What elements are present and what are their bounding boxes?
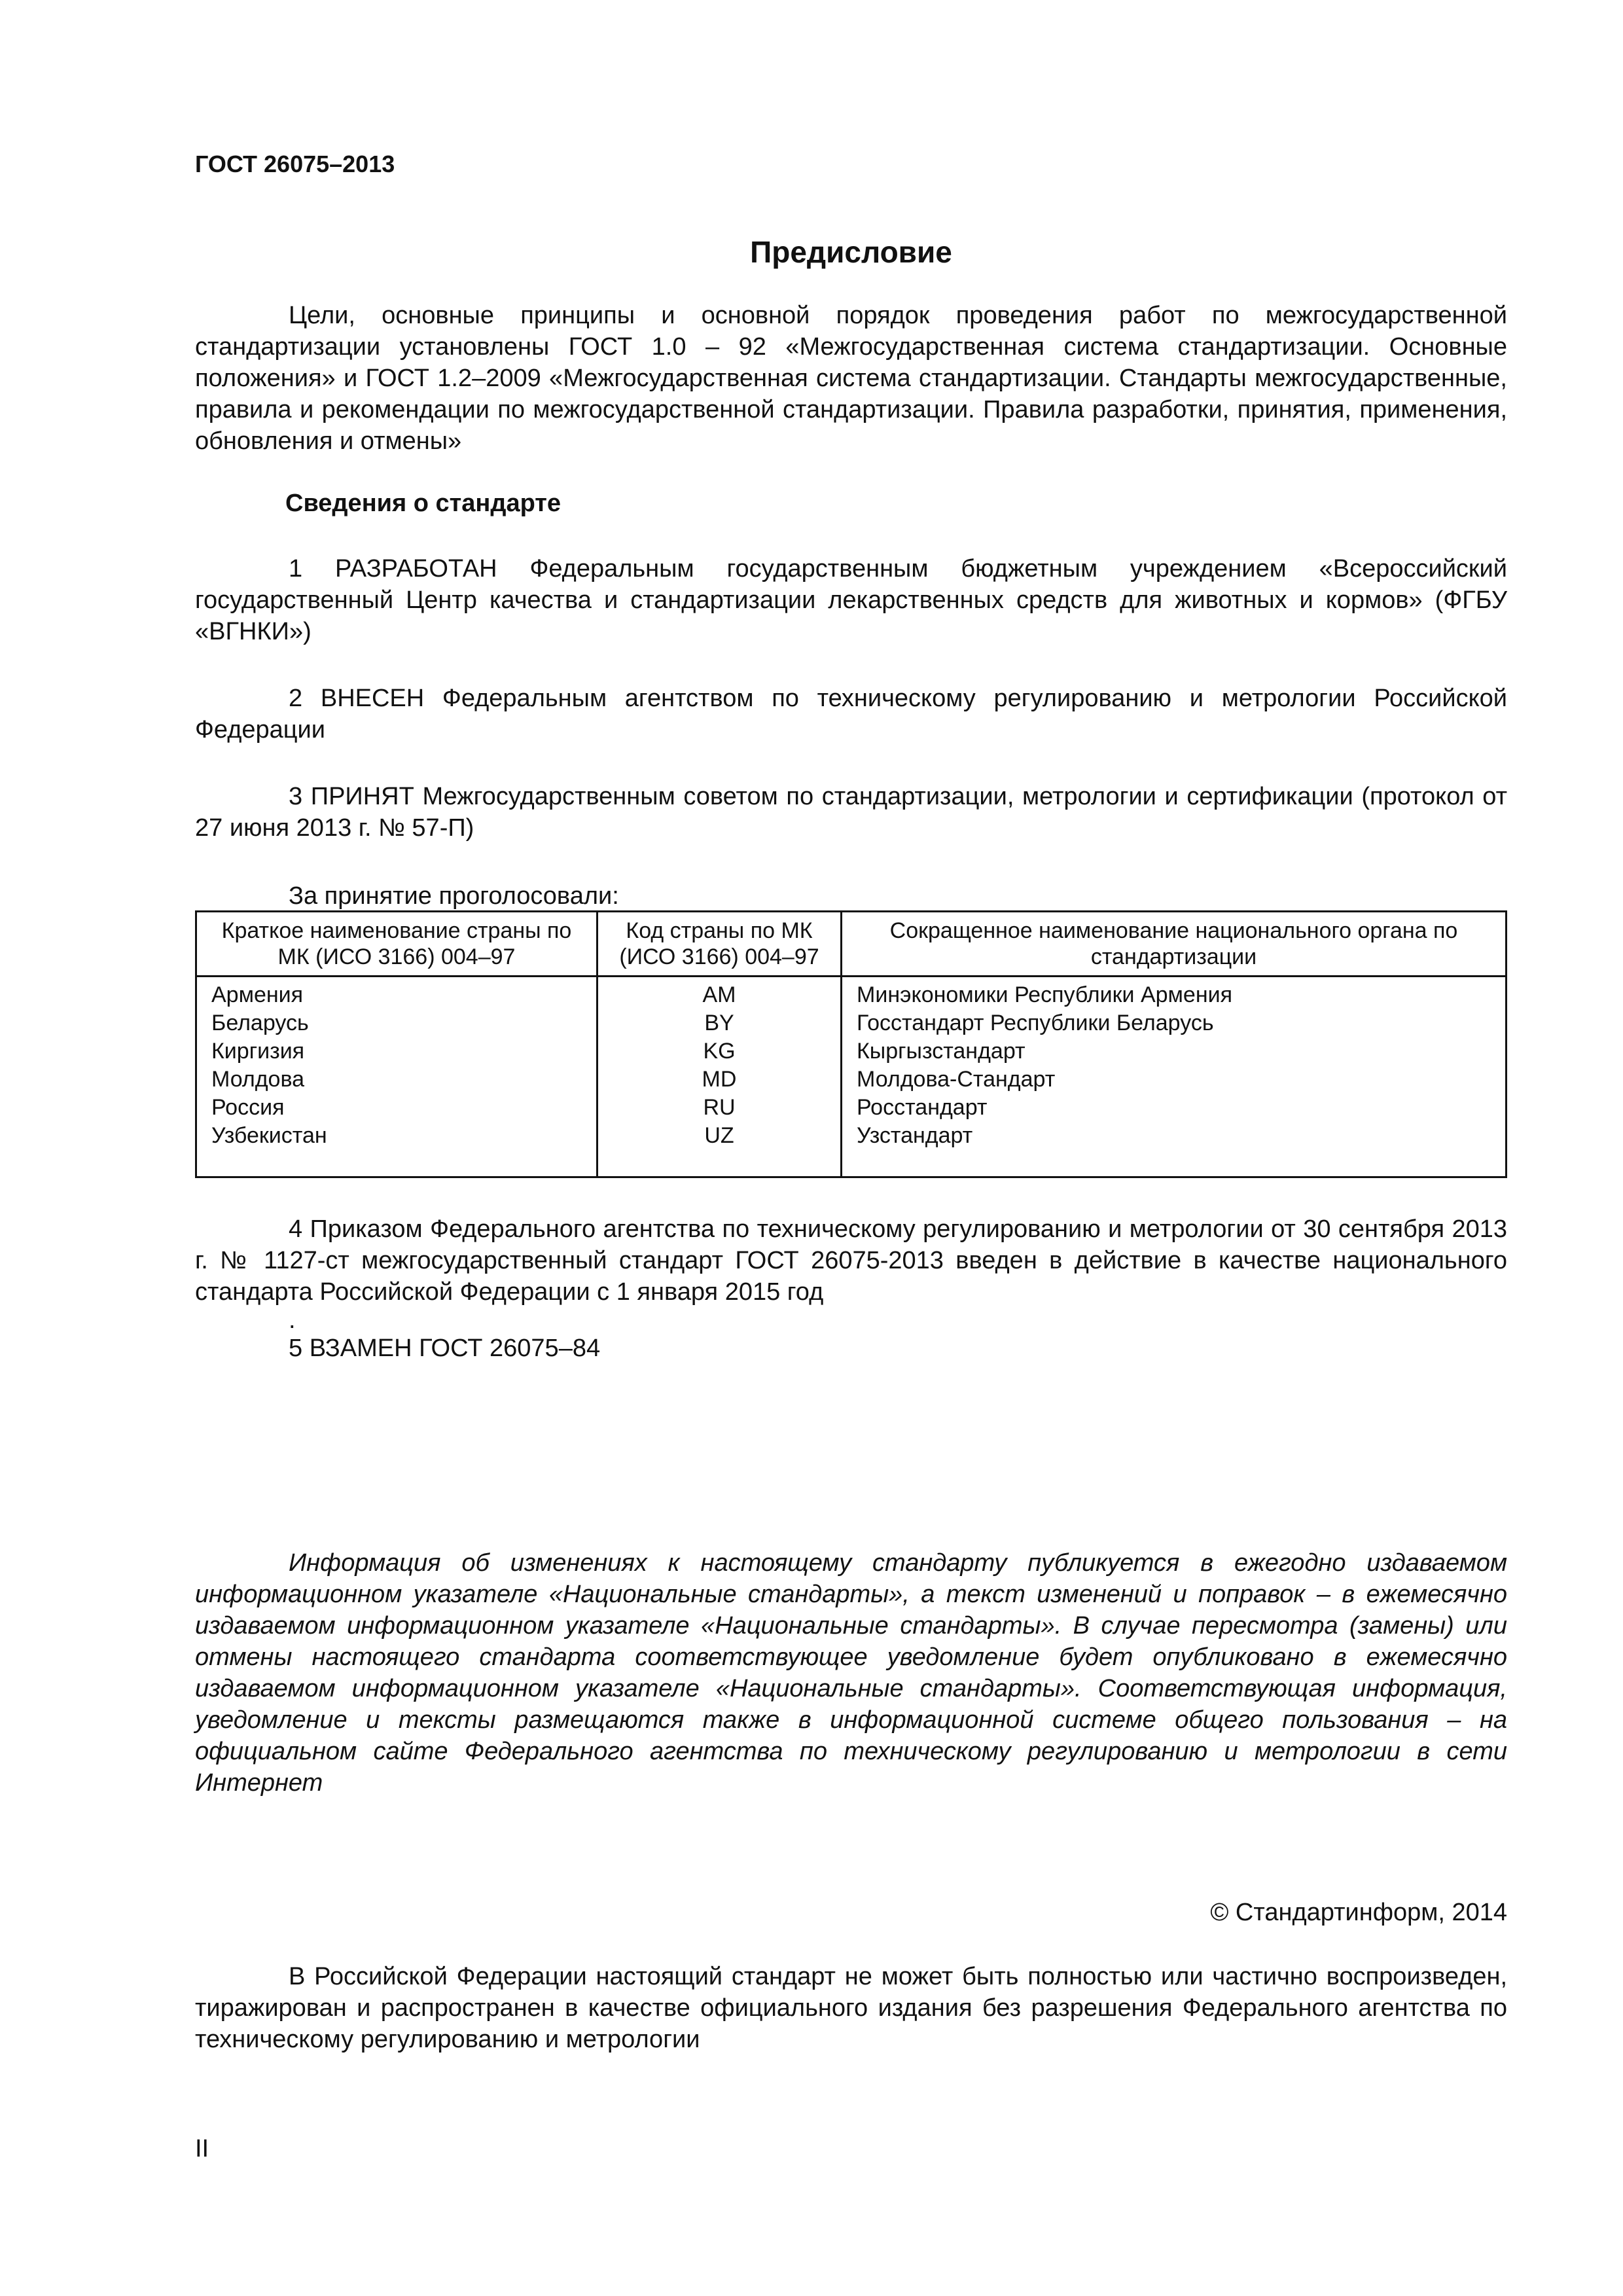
country-cell: Беларусь: [211, 1011, 309, 1035]
body-cell: Узстандарт: [857, 1123, 973, 1148]
country-cell: Россия: [211, 1095, 285, 1120]
country-cell: Киргизия: [211, 1039, 305, 1064]
item-developed: 1 РАЗРАБОТАН Федеральным государственным бюджетным учреждением «Всероссийский государственный Центр качества и стандартизации лекарственных средств для животных и кормов» (ФГБУ «ВГНКИ»): [195, 555, 1507, 645]
voted-caption: За принятие проголосовали:: [289, 882, 619, 910]
voting-table: [195, 910, 1507, 1178]
country-cell: Молдова: [211, 1067, 305, 1092]
document-code: ГОСТ 26075–2013: [195, 151, 395, 177]
table-header-code: Код страны по МК (ИСО 3166) 004–97: [597, 912, 842, 977]
section-title: Сведения о стандарте: [285, 490, 562, 517]
body-list: [842, 977, 1507, 1177]
code-cell: KG: [703, 1039, 736, 1064]
page-number: II: [195, 2135, 209, 2162]
item-introduced: 2 ВНЕСЕН Федеральным агентством по техническому регулированию и метрологии Российской Федерации: [195, 685, 1507, 744]
country-cell: Армения: [211, 982, 304, 1007]
page-title: Предисловие: [750, 235, 952, 269]
table-row: [196, 977, 1507, 1177]
changes-notice: Информация об изменениях к настоящему стандарту публикуется в ежегодно издаваемом информационном указателе «Национальные стандарты», а текст изменений и поправок – в ежемесячно издаваемом информационном указателе «Национальные стандарты». В случае пересмотра (замены) или отмены настоящего стандарта соответствующее уведомление будет опубликовано в ежемесячно издаваемом информационном указателе «Национальные стандарты». Соответствующая информация, уведомление и тексты размещаются также в информационной системе общего пользования – на официальном сайте Федерального агентства по техническому регулированию и метрологии в сети Интернет: [195, 1549, 1507, 1797]
body-cell: Госстандарт Республики Беларусь: [857, 1011, 1214, 1035]
code-cell: MD: [702, 1067, 737, 1092]
stray-dot: .: [289, 1306, 296, 1334]
item-adopted: 3 ПРИНЯТ Межгосударственным советом по стандартизации, метрологии и сертификации (протокол от 27 июня 2013 г. № 57-П): [195, 783, 1507, 842]
body-cell: Молдова-Стандарт: [857, 1067, 1056, 1092]
table-header-country: Краткое наименование страны по МК (ИСО 3166) 004–97: [196, 912, 597, 977]
item-replaces: 5 ВЗАМЕН ГОСТ 26075–84: [289, 1335, 601, 1362]
body-cell: Минэкономики Республики Армения: [857, 982, 1232, 1007]
body-cell: Кыргызстандарт: [857, 1039, 1026, 1064]
code-cell: RU: [703, 1095, 736, 1120]
table-header-body: Сокращенное наименование национального органа по стандартизации: [842, 912, 1507, 977]
table-header-row: [196, 912, 1507, 977]
code-cell: BY: [704, 1011, 734, 1035]
intro-paragraph: Цели, основные принципы и основной порядок проведения работ по межгосударственной стандартизации установлены ГОСТ 1.0 – 92 «Межгосударственная система стандартизации. Основные положения» и ГОСТ 1.2–2009 «Межгосударственная система стандартизации. Стандарты межгосударственные, правила и рекомендации по межгосударственной стандартизации. Правила разработки, принятия, применения, обновления и отмены»: [195, 302, 1507, 455]
code-cell: AM: [702, 982, 736, 1007]
country-cell: Узбекистан: [211, 1123, 327, 1148]
country-list: [196, 977, 597, 1177]
item-enacted: 4 Приказом Федерального агентства по техническому регулированию и метрологии от 30 сентября 2013 г. № 1127-ст межгосударственный стандарт ГОСТ 26075-2013 введен в действие в качестве национального стандарта Российской Федерации с 1 января 2015 год: [195, 1215, 1507, 1306]
code-cell: UZ: [704, 1123, 734, 1148]
body-cell: Росстандарт: [857, 1095, 988, 1120]
code-list: [597, 977, 842, 1177]
copyright: © Стандартинформ, 2014: [1210, 1899, 1507, 1926]
rights-notice: В Российской Федерации настоящий стандарт не может быть полностью или частично воспроизведен, тиражирован и распространен в качестве официального издания без разрешения Федерального агентства по техническому регулированию и метрологии: [195, 1963, 1507, 2053]
document-page: [195, 151, 1507, 2055]
